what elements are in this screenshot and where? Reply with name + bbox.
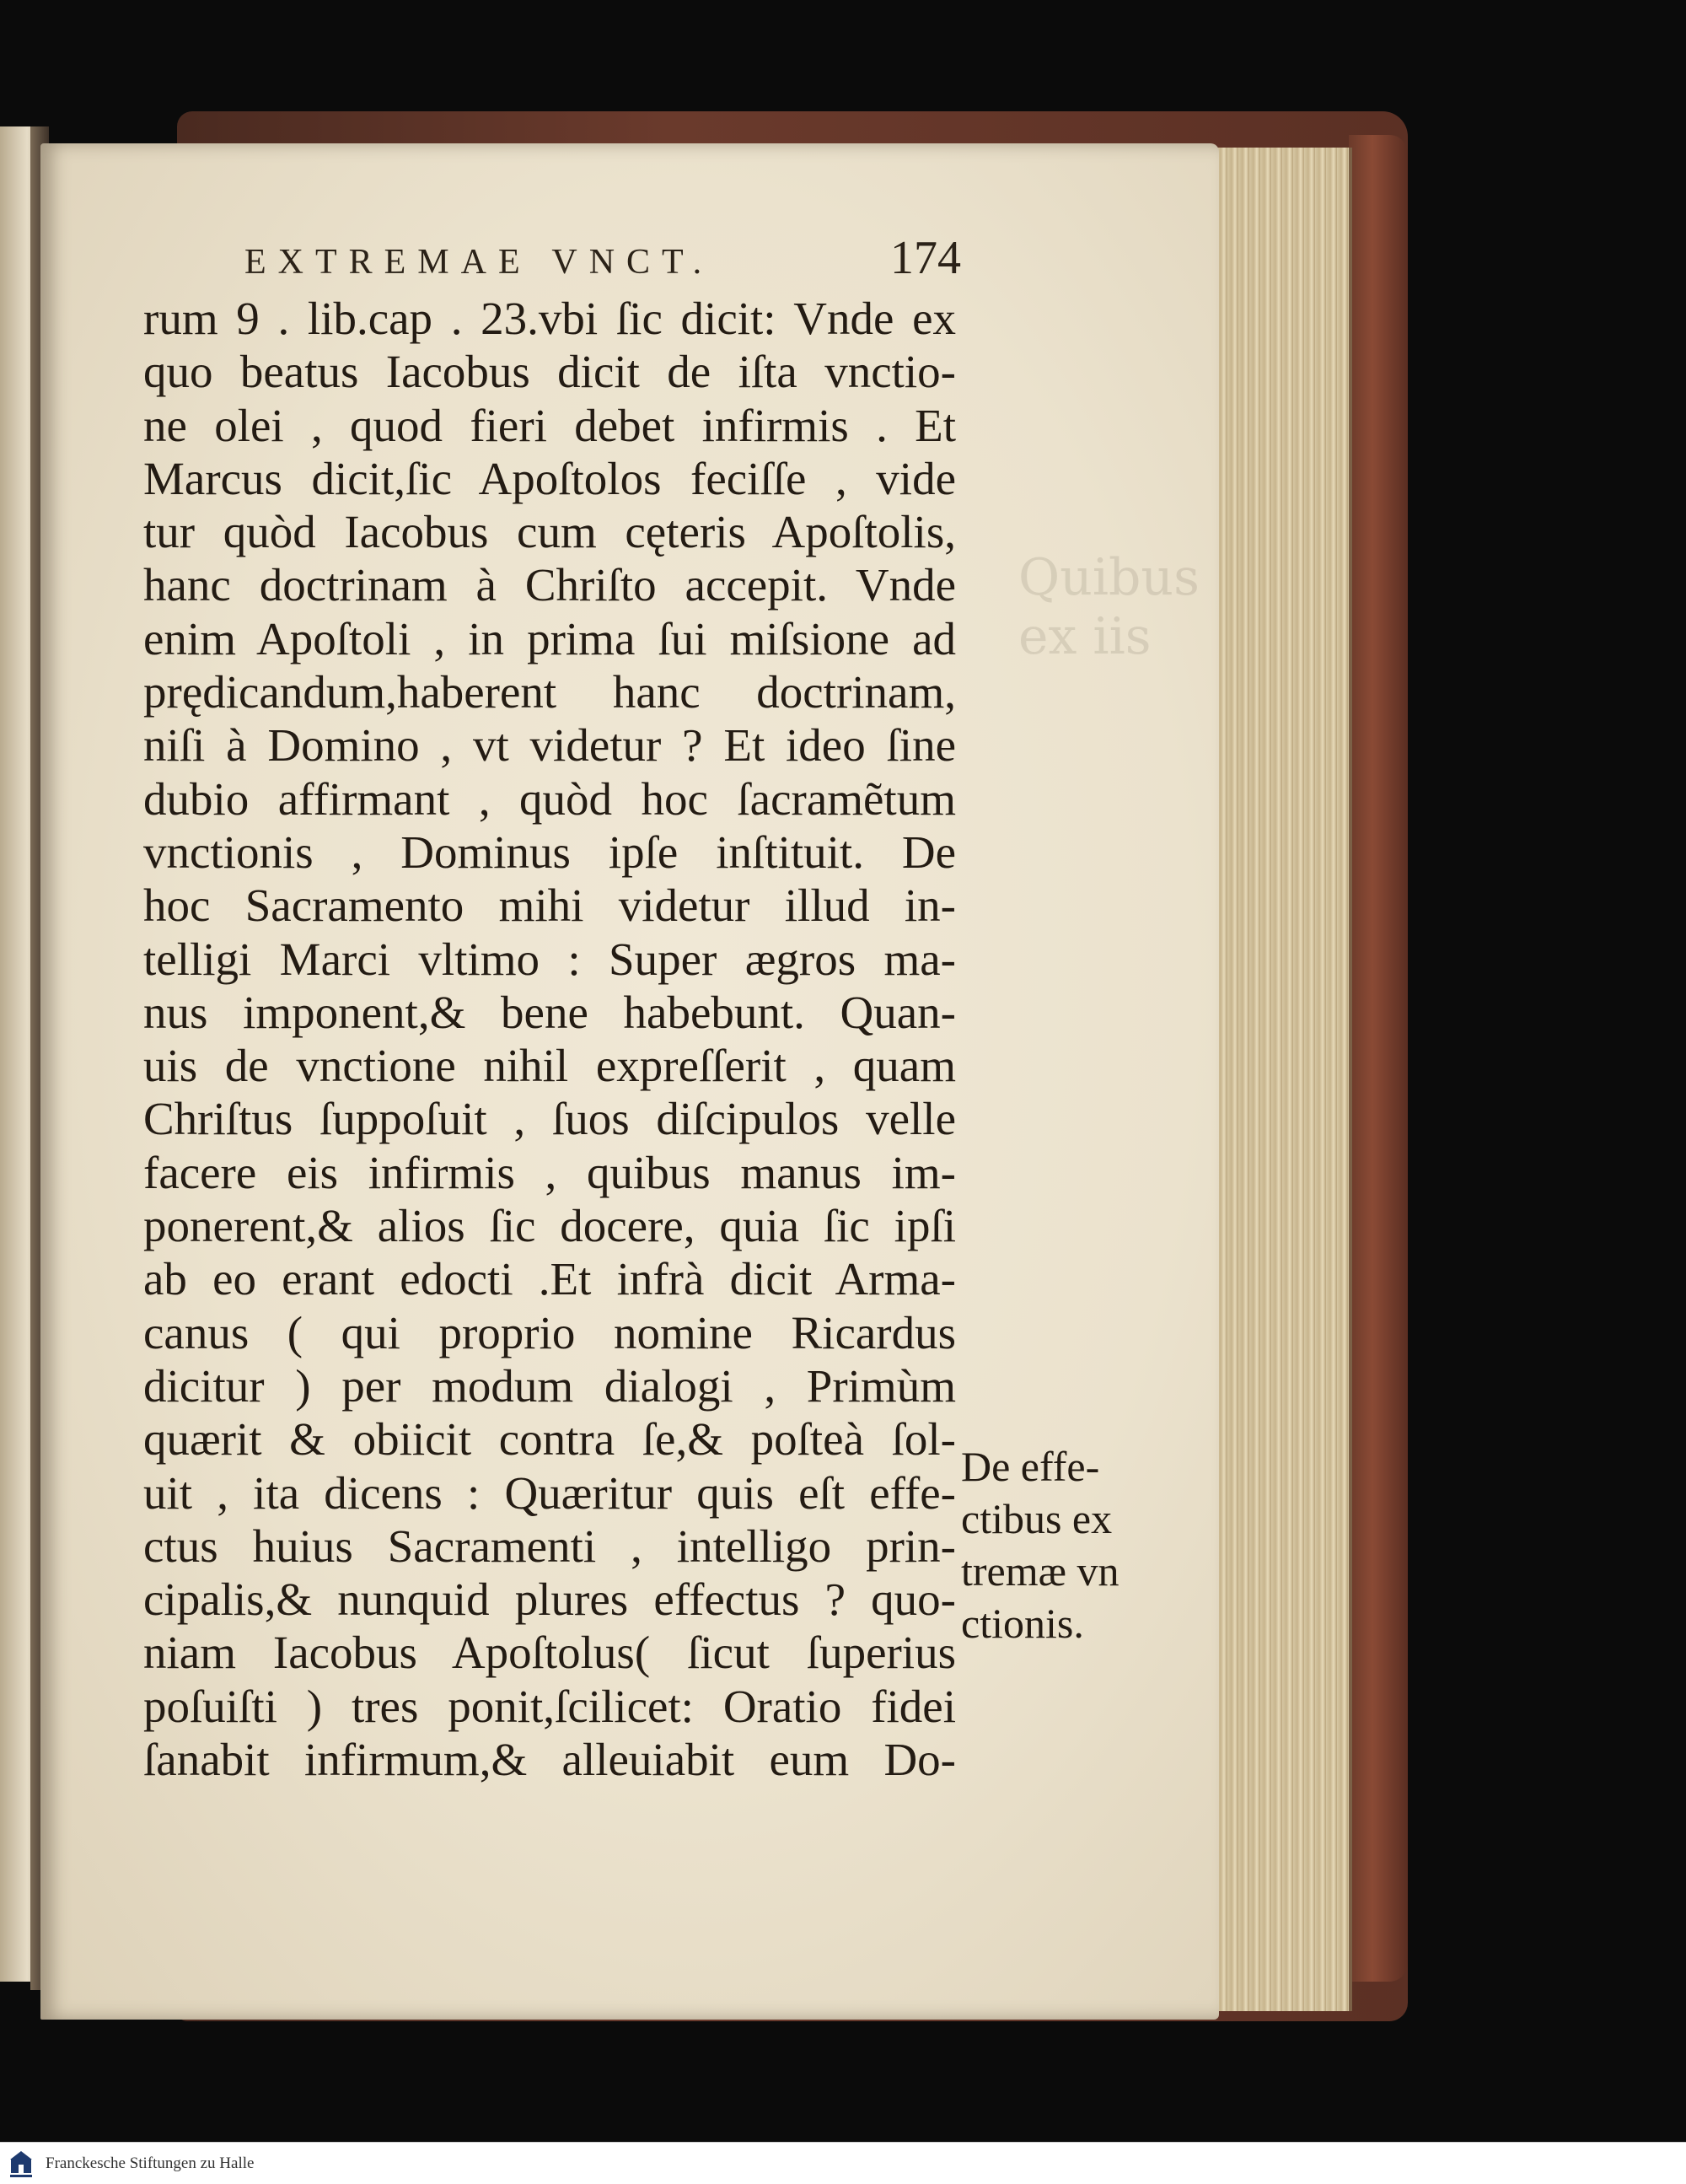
page-number: 174 — [890, 232, 961, 284]
marginal-note — [961, 1440, 1172, 1649]
text-line: poſuiſti ) tres ponit,ſcilicet: Oratio fidei — [143, 1680, 956, 1732]
text-line: prędicandum,haberent hanc doctrinam, — [143, 666, 956, 718]
footer-institution: Franckesche Stiftungen zu Halle — [46, 2154, 255, 2172]
text-line: dubio affirmant , quòd hoc ſacramẽtum — [143, 772, 956, 825]
cover-edge — [1349, 135, 1408, 1982]
running-title: EXTREMAE VNCT. — [244, 243, 714, 282]
text-line: hoc Sacramento mihi videtur illud in- — [143, 880, 956, 932]
text-line: niſi à Domino , vt videtur ? Et ideo ſine — [143, 719, 956, 772]
margin-note-line: ctibus ex — [961, 1495, 1113, 1542]
margin-note-line: ctionis. — [961, 1600, 1084, 1647]
text-line: ne olei , quod fieri debet infirmis . Et — [143, 399, 956, 451]
text-line: Marcus dicit,ſic Apoſtolos feciſſe , vide — [143, 452, 956, 504]
text-line: dicitur ) per modum dialogi , Primùm — [143, 1359, 956, 1412]
text-line: ponerent,& alios ſic docere, quia ſic ipſi — [143, 1200, 956, 1252]
foundation-logo-icon — [5, 2148, 37, 2180]
text-line: enim Apoſtoli , in prima ſui miſsione ad — [143, 612, 956, 664]
text-line: quærit & obiicit contra ſe,& poſteà ſol- — [143, 1413, 956, 1466]
footer-bar — [0, 2142, 1686, 2184]
body-text — [143, 292, 956, 1786]
margin-note-line: tremæ vn — [961, 1547, 1120, 1595]
text-line: nus imponent,& bene habebunt. Quan- — [143, 986, 956, 1038]
text-line: canus ( qui proprio nomine Ricardus — [143, 1306, 956, 1358]
text-line: tur quòd Iacobus cum cęteris Apoſtolis, — [143, 506, 956, 558]
margin-note-line: De effe- — [961, 1443, 1100, 1490]
text-line: quo beatus Iacobus dicit de iſta vnctio- — [143, 346, 956, 398]
text-line: uis de vnctione nihil expreſſerit , quam — [143, 1040, 956, 1092]
text-line: rum 9 . lib.cap . 23.vbi ſic dicit: Vnde ex — [143, 293, 956, 344]
text-line: hanc doctrinam à Chriſto accepit. Vnde — [143, 559, 956, 611]
text-line: Chriſtus ſuppoſuit , ſuos diſcipulos velle — [143, 1093, 956, 1145]
text-line: cipalis,& nunquid plures effectus ? quo- — [143, 1573, 956, 1626]
text-line: ab eo erant edocti .Et infrà dicit Arma- — [143, 1253, 956, 1305]
text-line: ſanabit infirmum,& alleuiabit eum Do- — [143, 1734, 956, 1786]
running-head — [244, 231, 961, 282]
text-line: uit , ita dicens : Quæritur quis eſt effe- — [143, 1466, 956, 1519]
text-line: telligi Marci vltimo : Super ægros ma- — [143, 933, 956, 985]
show-through: Quibus ex iis — [1018, 548, 1200, 666]
page-stack-edges — [1205, 148, 1352, 2011]
text-line: vnctionis , Dominus ipſe inſtituit. De — [143, 826, 956, 878]
text-line: facere eis infirmis , quibus manus im- — [143, 1146, 956, 1198]
text-line: niam Iacobus Apoſtolus( ſicut ſuperius — [143, 1627, 956, 1679]
text-line: ctus huius Sacramenti , intelligo prin- — [143, 1520, 956, 1572]
